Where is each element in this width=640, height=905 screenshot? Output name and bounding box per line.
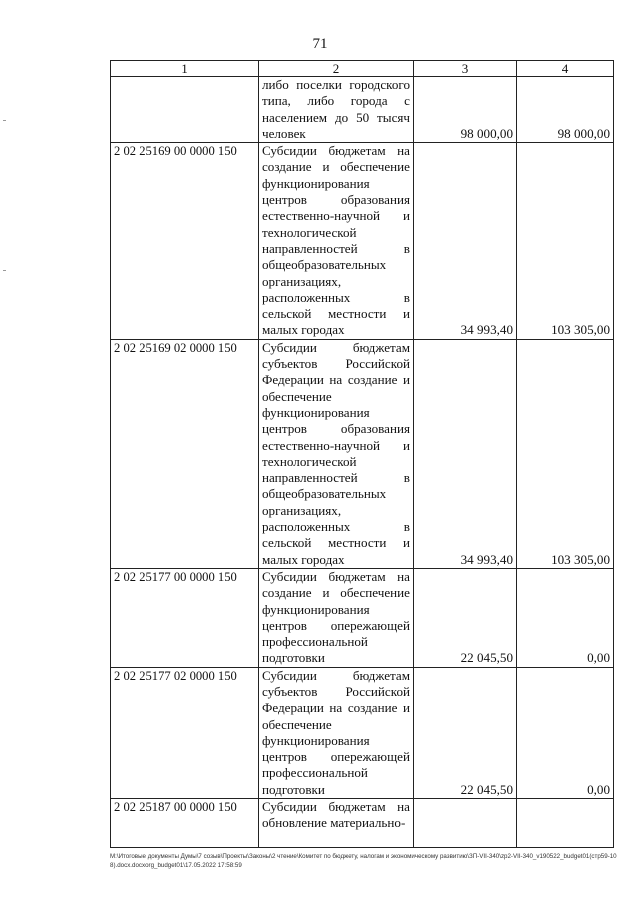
description: Субсидии бюджетам на создание и обеспечение функционирования центров образования естественно-научной и технологической направленностей в общеобразовательных организациях, расположенных в сельской местности и малых городах (259, 143, 414, 340)
description: Субсидии бюджетам на создание и обеспечение функционирования центров опережающей профессиональной подготовки (259, 568, 414, 667)
table-row (111, 667, 614, 798)
margin-mark (3, 120, 6, 121)
value-col3 (414, 799, 517, 848)
value-col3: 34 993,40 (414, 339, 517, 568)
budget-code: 2 02 25169 02 0000 150 (111, 339, 259, 568)
column-header: 4 (517, 61, 614, 77)
value-col4: 0,00 (517, 568, 614, 667)
value-col3: 22 045,50 (414, 568, 517, 667)
value-col3: 22 045,50 (414, 667, 517, 798)
table-row (111, 143, 614, 340)
budget-table (110, 60, 614, 848)
budget-code: 2 02 25177 02 0000 150 (111, 667, 259, 798)
value-col3: 98 000,00 (414, 77, 517, 143)
budget-code: 2 02 25177 00 0000 150 (111, 568, 259, 667)
column-header: 3 (414, 61, 517, 77)
description: Субсидии бюджетам на обновление материально- (259, 799, 414, 848)
budget-code: 2 02 25187 00 0000 150 (111, 799, 259, 848)
table-header-row (111, 61, 614, 77)
page-number: 71 (312, 36, 328, 52)
table-row (111, 77, 614, 143)
value-col4 (517, 799, 614, 848)
description: Субсидии бюджетам субъектов Российской Федерации на создание и обеспечение функционирования центров образования естественно-научной и технологической направленностей в общеобразовательных организациях, расположенных в сельской местности и малых городах (259, 339, 414, 568)
column-header: 1 (111, 61, 259, 77)
table-row (111, 339, 614, 568)
description: Субсидии бюджетам субъектов Российской Федерации на создание и обеспечение функционирования центров опережающей профессиональной подготовки (259, 667, 414, 798)
budget-code (111, 77, 259, 143)
value-col4: 0,00 (517, 667, 614, 798)
value-col3: 34 993,40 (414, 143, 517, 340)
margin-mark (3, 270, 6, 271)
column-header: 2 (259, 61, 414, 77)
description: либо поселки городского типа, либо города с населением до 50 тысяч человек (259, 77, 414, 143)
footer-file-path: M:\Итоговые документы Думы\7 созыв\Проекты\Законы\2 чтение\Комитет по бюджету, налогам и экономическому развитию\ЗП-VII-340\zp2-VII-340_v190522_budget01(стр59-108).docx.docxorg_budget01\17.05.2022 17:58:59 (110, 853, 617, 869)
value-col4: 98 000,00 (517, 77, 614, 143)
table-row (111, 568, 614, 667)
value-col4: 103 305,00 (517, 339, 614, 568)
value-col4: 103 305,00 (517, 143, 614, 340)
table-row (111, 799, 614, 848)
budget-code: 2 02 25169 00 0000 150 (111, 143, 259, 340)
